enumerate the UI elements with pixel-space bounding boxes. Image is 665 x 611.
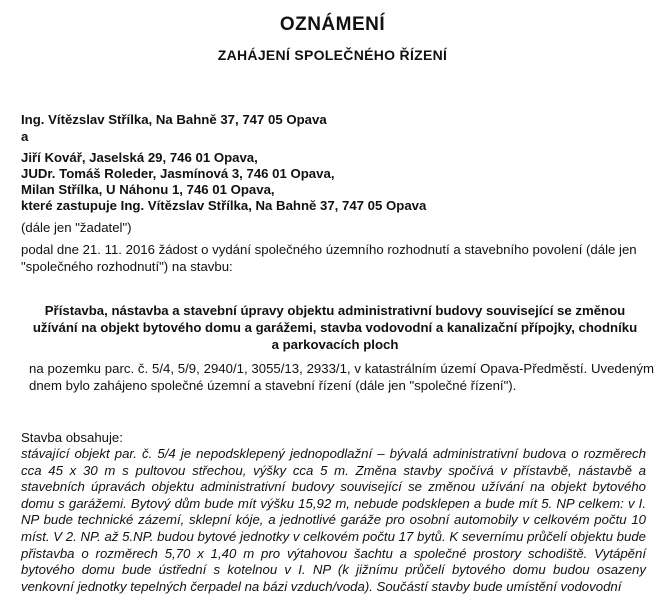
applicant-line-2: Jiří Kovář, Jaselská 29, 746 01 Opava, — [21, 150, 258, 165]
location-paragraph: na pozemku parc. č. 5/4, 5/9, 2940/1, 3055/13, 2933/1, v katastrálním území Opava-Předměstí. Uvedeným dnem bylo zahájeno společné územní a stavební řízení (dále jen "společné řízení"). — [29, 361, 654, 393]
page-subtitle: ZAHÁJENÍ SPOLEČNÉHO ŘÍZENÍ — [217, 47, 448, 63]
contents-paragraph: stávající objekt par. č. 5/4 je nepodsklepený jednopodlažní – bývalá administrativní budova o rozměrech cca 45 x 30 m s pultovou střechou, výšky cca 5 m. Změna stavby spočívá v přístavbě, nástavbě a stavebních úpravách objektu administrativní budovy související se změnou užívání na objekt bytového domu s garážemi. Bytový dům bude mít výšku 15,92 m, nebude podsklepen a bude mít 5. NP celkem: v I. NP bude technické zázemí, sklepní kóje, a jednotlivé garáže pro osobní automobily v celkovém počtu 10 míst. V 2. NP. až 5.NP. budou bytové jednotky v celkovém počtu 17 bytů. K severnímu průčelí objektu bude přistavba o rozměrech 5,70 x 1,40 m pro výtahovou šachtu a společné prostory schodiště. Vytápění bytového domu bude ústřední s kotelnou v I. NP (k jižnímu průčelí bytového domu budou osazeny venkovní jednotky tepelných čerpadel na bázi vzduch/voda). Součástí stavby bude umístění vodovodní — [21, 446, 646, 594]
submission-paragraph: podal dne 21. 11. 2016 žádost o vydání společného územního rozhodnutí a stavebního povolení (dále jen "společného rozhodnutí") na stavbu: — [21, 242, 637, 274]
page-title: OZNÁMENÍ — [279, 14, 386, 35]
applicant-and: a — [21, 129, 29, 144]
project-title: Přístavba, nástavba a stavební úpravy objektu administrativní budovy související se změnou užívání na objekt bytového domu a garážemi, stavba vodovodní a kanalizační přípojky, chodníku a parkovacích ploch — [32, 303, 638, 352]
applicant-line-1: Ing. Vítězslav Střílka, Na Bahně 37, 747 05 Opava — [21, 112, 327, 127]
applicant-line-5: které zastupuje Ing. Vítězslav Střílka, Na Bahně 37, 747 05 Opava — [21, 198, 427, 213]
applicant-line-4: Milan Střílka, U Náhonu 1, 746 01 Opava, — [21, 182, 275, 197]
contents-heading: Stavba obsahuje: — [21, 430, 123, 445]
applicant-line-3: JUDr. Tomáš Roleder, Jasmínová 3, 746 01 Opava, — [21, 166, 335, 181]
applicant-alias: (dále jen "žadatel") — [21, 220, 132, 235]
